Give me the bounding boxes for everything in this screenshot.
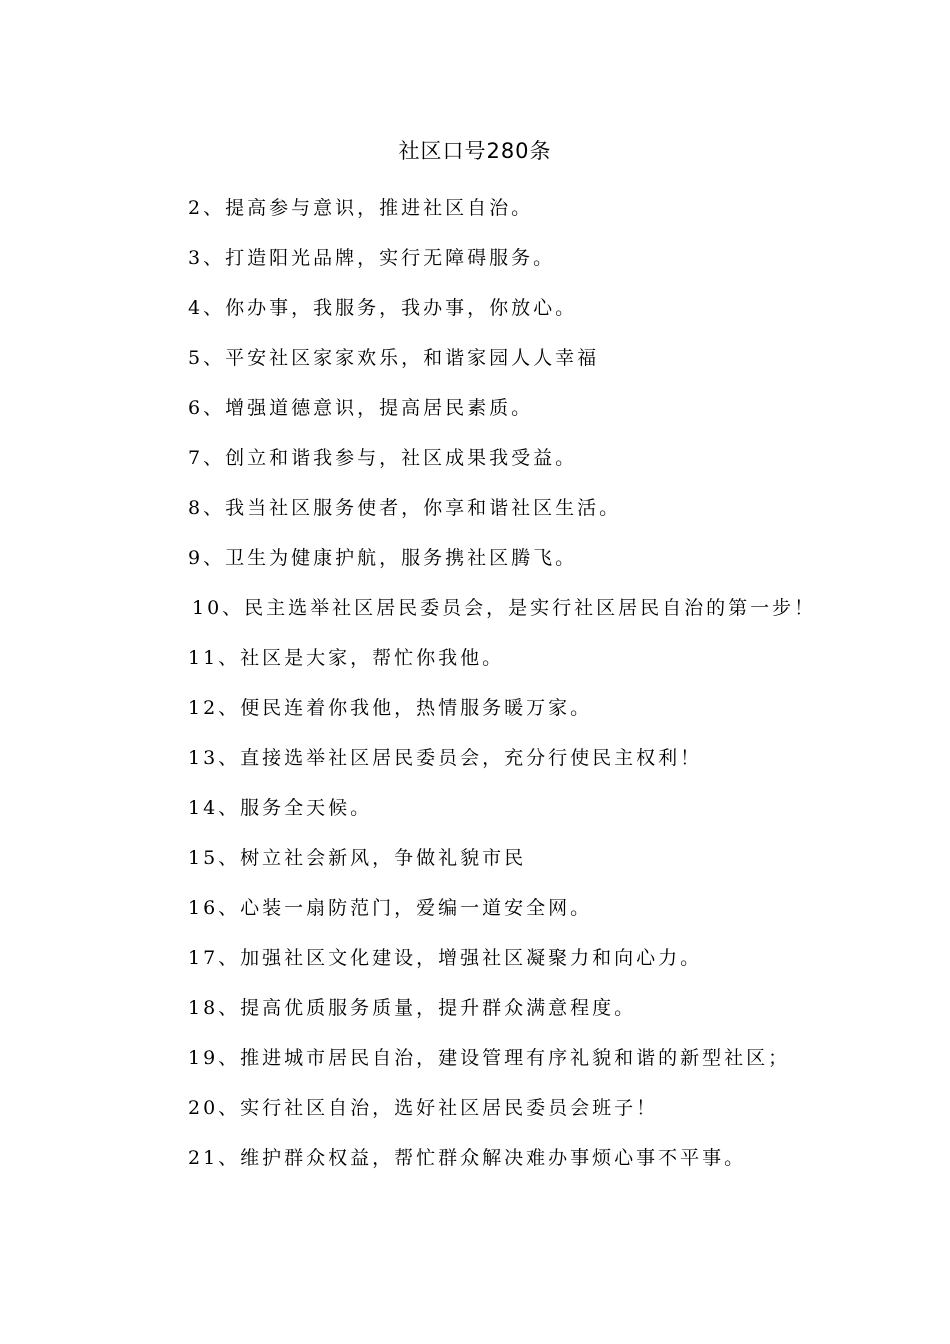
list-item: 12、便民连着你我他，热情服务暖万家。 <box>188 697 593 719</box>
list-item: 7、创立和谐我参与，社区成果我受益。 <box>188 447 578 469</box>
slogan-list <box>0 183 950 1183</box>
list-item: 2、提高参与意识，推进社区自治。 <box>188 197 534 219</box>
list-item: 8、我当社区服务使者，你享和谐社区生活。 <box>188 497 622 519</box>
list-item: 15、树立社会新风，争做礼貌市民 <box>188 847 527 869</box>
list-item: 18、提高优质服务质量，提升群众满意程度。 <box>188 997 637 1019</box>
page-title: 社区口号280条 <box>398 139 552 163</box>
list-item: 17、加强社区文化建设，增强社区凝聚力和向心力。 <box>188 947 703 969</box>
list-item: 9、卫生为健康护航，服务携社区腾飞。 <box>188 547 578 569</box>
list-item: 11、社区是大家，帮忙你我他。 <box>188 647 505 669</box>
list-item: 3、打造阳光品牌，实行无障碍服务。 <box>188 247 556 269</box>
list-item: 13、直接选举社区居民委员会，充分行使民主权利！ <box>188 747 703 769</box>
list-item: 6、增强道德意识，提高居民素质。 <box>188 397 534 419</box>
list-item: 19、推进城市居民自治，建设管理有序礼貌和谐的新型社区； <box>188 1047 791 1069</box>
list-item: 5、平安社区家家欢乐，和谐家园人人幸福 <box>188 347 600 369</box>
list-item: 14、服务全天候。 <box>188 797 373 819</box>
list-item: 10、民主选举社区居民委员会，是实行社区居民自治的第一步！ <box>192 597 817 619</box>
list-item: 4、你办事，我服务，我办事，你放心。 <box>188 297 578 319</box>
list-item: 16、心装一扇防范门，爱编一道安全网。 <box>188 897 593 919</box>
list-item: 21、维护群众权益，帮忙群众解决难办事烦心事不平事。 <box>188 1147 747 1169</box>
list-item: 20、实行社区自治，选好社区居民委员会班子！ <box>188 1097 659 1119</box>
